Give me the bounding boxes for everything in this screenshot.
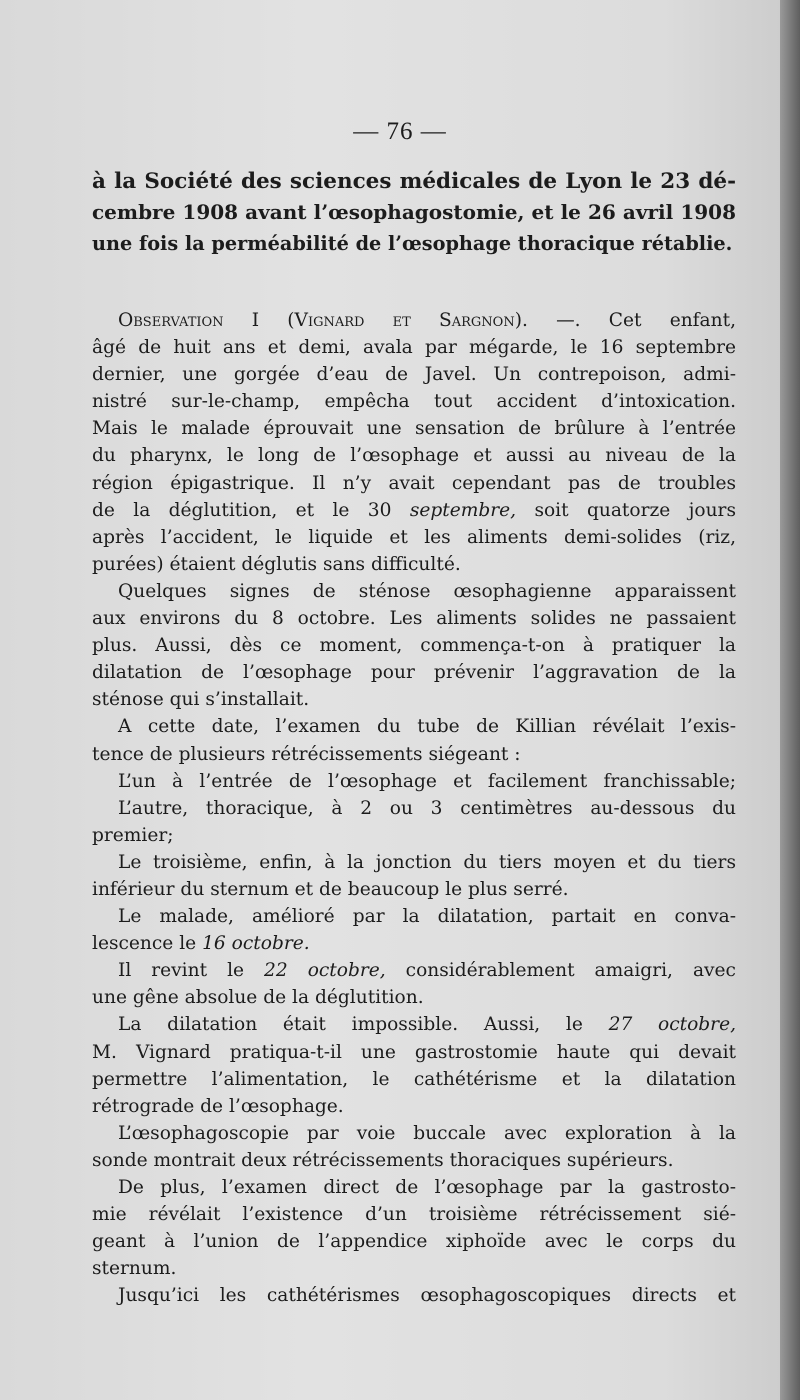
text-span: de la déglutition, et le 30: [92, 499, 392, 521]
text-line: A cette date, l’examen du tube de Killian révélait l’exis-: [118, 716, 736, 738]
text-line: purées) étaient déglutis sans difficulté.: [92, 553, 461, 575]
text-line: âgé de huit ans et demi, avala par mégarde, le 16 septembre: [92, 337, 736, 359]
text-line: Le malade, amélioré par la dilatation, partait en conva-: [118, 906, 736, 928]
text-line: sténose qui s’installait.: [92, 689, 310, 711]
heading-dash: —.: [556, 310, 581, 331]
text-line: geant à l’union de l’appendice xiphoïde avec le corps du: [92, 1231, 736, 1253]
text-line: mie révélait l’existence d’un troisième rétrécissement sié-: [92, 1204, 736, 1226]
text-line: aux environs du 8 octobre. Les aliments solides ne passaient: [92, 608, 736, 630]
text-line: [92, 497, 736, 524]
date-italic: 16 octobre.: [202, 933, 310, 955]
text-span: considérablement amaigri, avec: [405, 960, 736, 982]
text-line: une fois la perméabilité de l’œsophage thoracique rétablie.: [92, 232, 733, 255]
text-line: permettre l’alimentation, le cathétérisme et la dilatation: [92, 1068, 736, 1090]
text-line: sonde montrait deux rétrécissements thoraciques supérieurs.: [92, 1149, 674, 1171]
text-line: Quelques signes de sténose œsophagienne apparaissent: [118, 580, 736, 602]
date-italic: 22 octobre,: [264, 960, 386, 982]
text-line: dilatation de l’œsophage pour prévenir l’aggravation de la: [92, 662, 736, 684]
date-italic: septembre,: [409, 499, 517, 521]
observation-heading: Observation I (Vignard et Sargnon).: [118, 310, 528, 331]
text-line: M. Vignard pratiqua-t-il une gastrostomie haute qui devait: [92, 1041, 736, 1063]
lead-paragraph: [92, 166, 736, 259]
text-line: Le troisième, enfin, à la jonction du tiers moyen et du tiers: [118, 851, 736, 873]
observation-first-line: [92, 307, 736, 334]
text-line: [92, 1011, 736, 1038]
text-line: du pharynx, le long de l’œsophage et aussi au niveau de la: [92, 445, 736, 467]
text-span: La dilatation était impossible. Aussi, le: [118, 1014, 583, 1036]
text-line: Mais le malade éprouvait une sensation de brûlure à l’entrée: [92, 418, 736, 440]
text-line: dernier, une gorgée d’eau de Javel. Un contrepoison, admi-: [92, 364, 736, 386]
text-line: tence de plusieurs rétrécissements siégeant :: [92, 743, 521, 765]
text-span: lescence le: [92, 933, 197, 955]
text-line: inférieur du sternum et de beaucoup le plus serré.: [92, 878, 569, 900]
page-number: — 76 —: [353, 118, 447, 145]
text-line: cembre 1908 avant l’œsophagostomie, et le 26 avril 1908: [92, 200, 736, 224]
text-line: rétrograde de l’œsophage.: [92, 1095, 344, 1117]
text-line: L’œsophagoscopie par voie buccale avec exploration à la: [118, 1122, 736, 1144]
text-span: Cet enfant,: [608, 310, 736, 331]
text-line: premier;: [92, 824, 174, 846]
text-line: De plus, l’examen direct de l’œsophage par la gastrosto-: [118, 1177, 736, 1198]
observation-text: [92, 307, 736, 1309]
text-line: plus. Aussi, dès ce moment, commença-t-on à pratiquer la: [92, 635, 736, 657]
text-span: soit quatorze jours: [534, 499, 736, 521]
text-span: Il revint le: [118, 960, 245, 982]
text-line: [92, 957, 736, 984]
date-italic: 27 octobre,: [608, 1014, 736, 1036]
text-line: L’autre, thoracique, à 2 ou 3 centimètres au-dessous du: [118, 797, 736, 819]
text-line: sternum.: [92, 1258, 177, 1280]
text-line: une gêne absolue de la déglutition.: [92, 987, 424, 1009]
text-line: nistré sur-le-champ, empêcha tout accident d’intoxication.: [92, 391, 736, 413]
text-line: Jusqu’ici les cathétérismes œsophagoscopiques directs et: [118, 1285, 736, 1307]
text-line: après l’accident, le liquide et les aliments demi-solides (riz,: [92, 526, 736, 548]
text-line: L’un à l’entrée de l’œsophage et facilement franchissable;: [118, 770, 736, 792]
page-edge-shadow: [780, 0, 800, 1400]
text-line: à la Société des sciences médicales de Lyon le 23 dé-: [92, 169, 736, 194]
text-line: [92, 930, 736, 957]
text-line: région épigastrique. Il n’y avait cependant pas de troubles: [92, 472, 736, 494]
